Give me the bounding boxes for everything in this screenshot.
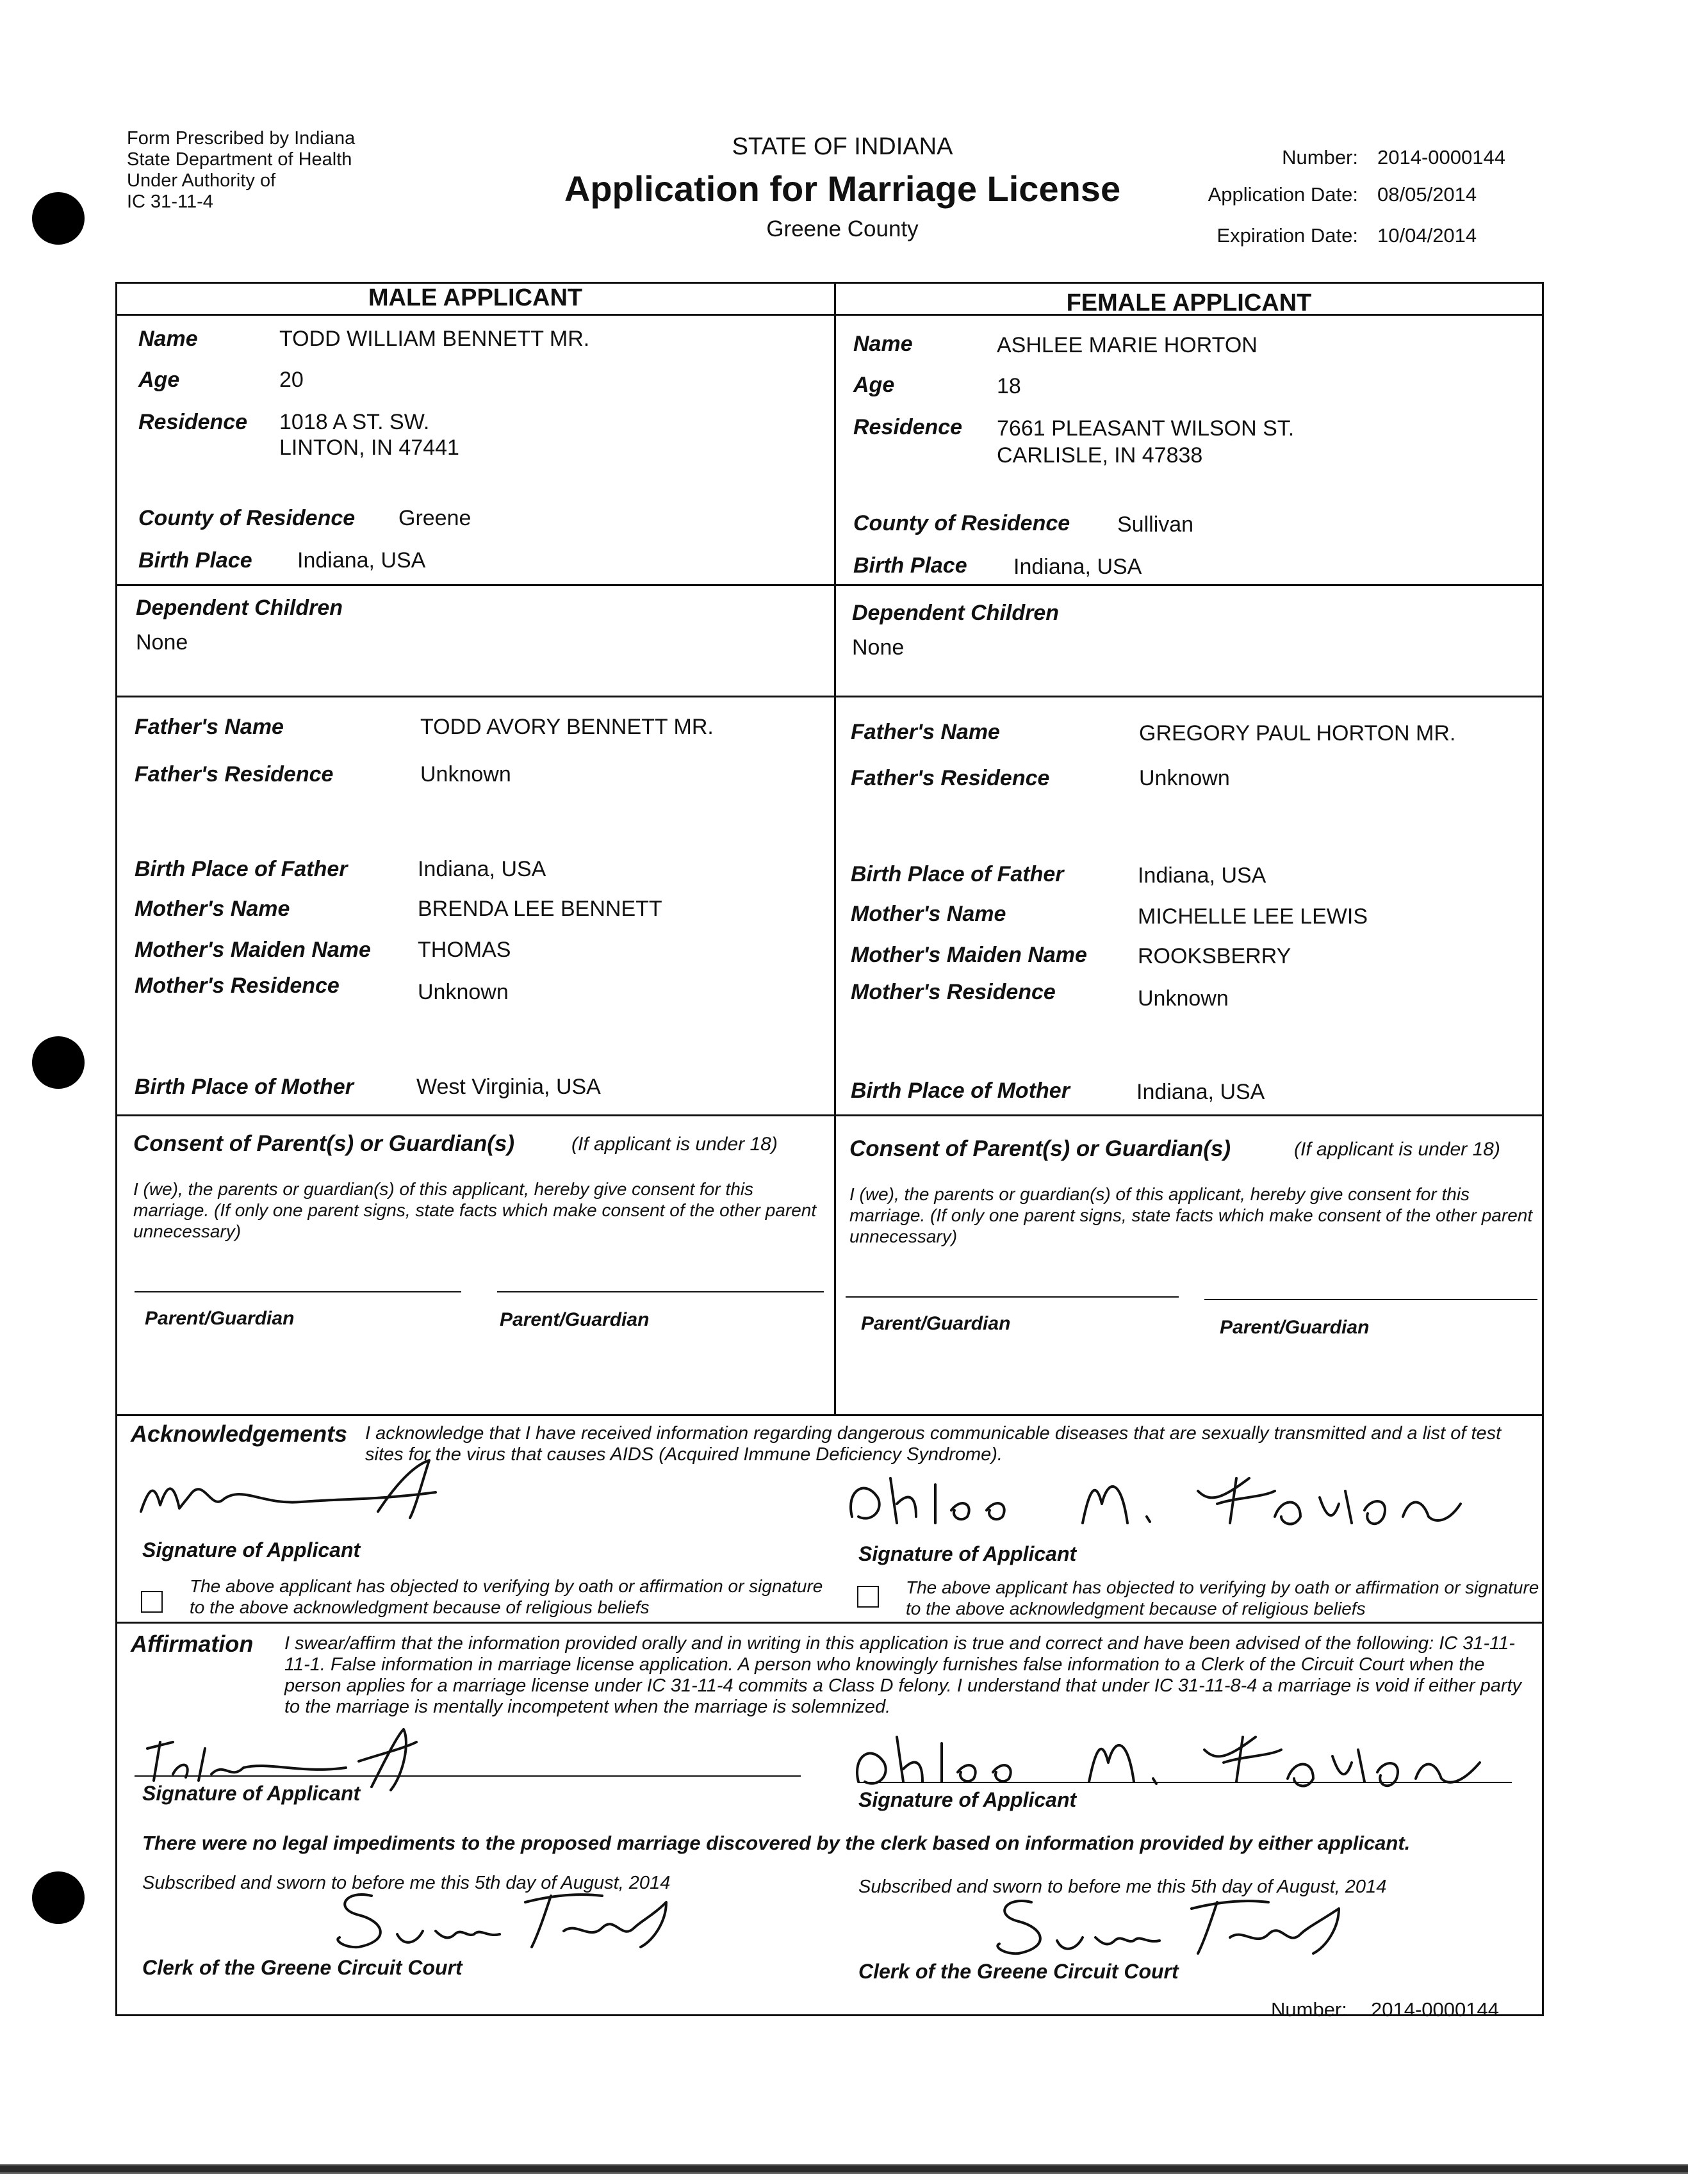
female-consent-title: Consent of Parent(s) or Guardian(s) [849, 1136, 1231, 1161]
male-mothers-name: BRENDA LEE BENNETT [418, 897, 662, 921]
female-residence-line2: CARLISLE, IN 47838 [997, 443, 1203, 468]
male-affirmation-line [135, 1775, 801, 1777]
male-consent-title: Consent of Parent(s) or Guardian(s) [133, 1131, 515, 1156]
male-mother-birthplace: West Virginia, USA [416, 1075, 601, 1099]
center-divider [834, 283, 836, 1415]
application-date-value: 08/05/2014 [1377, 183, 1477, 206]
male-residence-line2: LINTON, IN 47441 [279, 436, 459, 460]
male-fathers-name: TODD AVORY BENNETT MR. [420, 715, 714, 739]
page-title: Application for Marriage License [564, 168, 1121, 209]
male-signature-of-applicant-1: Signature of Applicant [142, 1538, 361, 1561]
male-consent-note: (If applicant is under 18) [571, 1134, 778, 1155]
application-date-label: Application Date: [1208, 183, 1358, 206]
male-residence-line1: 1018 A ST. SW. [279, 410, 430, 434]
female-objection-text: The above applicant has objected to verifying by oath or affirmation or signature to the above acknowledgment because of religious beliefs [906, 1577, 1539, 1618]
female-parent-line-2 [1204, 1299, 1537, 1300]
male-mothers-name-label: Mother's Name [135, 897, 290, 921]
female-fathers-residence: Unknown [1139, 766, 1230, 790]
acknowledgements-text: I acknowledge that I have received information regarding dangerous communicable diseases that are sexually transmitted and a list of test sites for the virus that causes AIDS (Acquired Immune Deficiency Syndrome). [365, 1423, 1502, 1465]
female-mothers-name: MICHELLE LEE LEWIS [1138, 904, 1368, 929]
female-birth-place: Indiana, USA [1013, 555, 1142, 579]
male-father-birthplace-label: Birth Place of Father [135, 857, 348, 881]
rule-after-acknowledgements [117, 1622, 1543, 1624]
expiration-date-value: 10/04/2014 [1377, 224, 1477, 247]
male-parent-guardian-1: Parent/Guardian [145, 1308, 295, 1329]
female-dependent-children: None [852, 635, 905, 660]
female-mothers-residence-label: Mother's Residence [851, 980, 1056, 1004]
female-residence-line1: 7661 PLEASANT WILSON ST. [997, 416, 1295, 441]
male-clerk-label: Clerk of the Greene Circuit Court [142, 1956, 463, 1979]
acknowledgements-title: Acknowledgements [131, 1421, 348, 1447]
footer-number-label: Number: [1271, 1998, 1347, 2021]
number-label: Number: [1282, 146, 1358, 168]
male-mothers-residence: Unknown [418, 980, 509, 1004]
affirmation-text: I swear/affirm that the information provided orally and in writing in this application is true and correct and have been advised of the following: IC 31-11-11-1. False information in marriage license application. A person who knowingly furnishes false information to a Clerk of the Circuit Court when the person applies for a marriage license under IC 31-11-4 commits a Class D felony. I understand that under IC 31-11-8-4 a marriage is void if either party to the marriage is mentally incompetent when the marriage is solemnized. [284, 1633, 1522, 1717]
footer-number-value: 2014-0000144 [1371, 1998, 1499, 2021]
rule-after-parents [117, 1114, 1543, 1116]
male-mothers-maiden-label: Mother's Maiden Name [135, 938, 371, 962]
female-name-label: Name [853, 332, 913, 356]
male-parent-guardian-2: Parent/Guardian [500, 1309, 650, 1330]
male-parent-line-2 [497, 1291, 824, 1292]
male-dependent-children: None [136, 630, 188, 655]
female-age: 18 [997, 374, 1021, 398]
female-applicant-heading: FEMALE APPLICANT [1066, 289, 1312, 316]
rule-after-consent [117, 1414, 1543, 1416]
female-father-birthplace-label: Birth Place of Father [851, 862, 1064, 886]
female-fathers-name: GREGORY PAUL HORTON MR. [1139, 721, 1456, 746]
state-name: STATE OF INDIANA [732, 133, 953, 160]
male-age-label: Age [138, 368, 180, 392]
rule-after-birthplace [117, 584, 1543, 586]
male-objection-text: The above applicant has objected to verifying by oath or affirmation or signature to the above acknowledgment because of religious beliefs [190, 1576, 823, 1617]
female-mothers-maiden: ROOKSBERRY [1138, 944, 1291, 968]
female-fathers-residence-label: Father's Residence [851, 766, 1050, 790]
female-objection-checkbox[interactable] [857, 1586, 879, 1608]
male-age: 20 [279, 368, 304, 392]
impediments-statement: There were no legal impediments to the proposed marriage discovered by the clerk based on information provided by either applicant. [142, 1832, 1411, 1854]
female-dependent-children-label: Dependent Children [852, 601, 1060, 625]
male-birth-place: Indiana, USA [297, 548, 426, 573]
female-mother-birthplace-label: Birth Place of Mother [851, 1079, 1070, 1103]
female-clerk-signature [980, 1883, 1377, 1966]
male-residence-label: Residence [138, 410, 248, 434]
female-signature-of-applicant-1: Signature of Applicant [858, 1542, 1077, 1565]
male-fathers-residence: Unknown [420, 762, 511, 786]
female-birth-place-label: Birth Place [853, 553, 967, 578]
male-father-birthplace: Indiana, USA [418, 857, 546, 881]
female-consent-note: (If applicant is under 18) [1294, 1139, 1500, 1160]
male-fathers-name-label: Father's Name [135, 715, 284, 739]
male-name-label: Name [138, 327, 198, 351]
male-county-label: County of Residence [138, 506, 356, 530]
female-sworn-statement: Subscribed and sworn to before me this 5th day of August, 2014 [858, 1877, 1387, 1897]
male-acknowledgement-signature [135, 1454, 468, 1524]
female-mothers-residence: Unknown [1138, 986, 1229, 1011]
male-sworn-statement: Subscribed and sworn to before me this 5th day of August, 2014 [142, 1873, 671, 1893]
male-mother-birthplace-label: Birth Place of Mother [135, 1075, 354, 1099]
male-dependent-children-label: Dependent Children [136, 596, 343, 620]
affirmation-title: Affirmation [131, 1631, 254, 1657]
male-applicant-heading: MALE APPLICANT [368, 284, 583, 311]
female-clerk-label: Clerk of the Greene Circuit Court [858, 1960, 1179, 1983]
punch-hole-bottom [32, 1871, 85, 1924]
female-affirmation-signature [846, 1718, 1525, 1795]
male-signature-of-applicant-2: Signature of Applicant [142, 1782, 361, 1805]
male-county: Greene [398, 506, 471, 530]
female-fathers-name-label: Father's Name [851, 720, 1000, 744]
male-objection-checkbox[interactable] [141, 1591, 163, 1613]
female-consent-text: I (we), the parents or guardian(s) of this applicant, hereby give consent for this marriage. (If only one parent signs, state facts which make consent of the other parent unnecessary) [849, 1184, 1533, 1246]
female-parent-guardian-1: Parent/Guardian [861, 1313, 1011, 1334]
male-clerk-signature [320, 1877, 679, 1960]
female-signature-of-applicant-2: Signature of Applicant [858, 1788, 1077, 1811]
female-mothers-maiden-label: Mother's Maiden Name [851, 943, 1087, 967]
female-county: Sullivan [1117, 512, 1194, 537]
male-consent-text: I (we), the parents or guardian(s) of this applicant, hereby give consent for this marriage. (If only one parent signs, state facts which make consent of the other parent unnecessary) [133, 1179, 817, 1241]
number-value: 2014-0000144 [1377, 146, 1505, 168]
scan-edge-artifact [0, 2162, 1688, 2176]
expiration-date-label: Expiration Date: [1217, 224, 1358, 247]
male-mothers-maiden: THOMAS [418, 938, 511, 962]
male-fathers-residence-label: Father's Residence [135, 762, 334, 786]
female-county-label: County of Residence [853, 511, 1070, 535]
punch-hole-middle [32, 1036, 85, 1089]
female-mothers-name-label: Mother's Name [851, 902, 1006, 926]
punch-hole-top [32, 192, 85, 245]
prescribed-by: Form Prescribed by Indiana State Department of Health Under Authority of IC 31-11-4 [127, 128, 356, 212]
female-affirmation-line [858, 1782, 1512, 1783]
county-name: Greene County [766, 216, 919, 241]
female-age-label: Age [853, 373, 895, 397]
female-parent-guardian-2: Parent/Guardian [1220, 1317, 1370, 1338]
male-parent-line-1 [135, 1291, 461, 1292]
female-residence-label: Residence [853, 415, 963, 439]
female-acknowledgement-signature [839, 1453, 1525, 1536]
male-name: TODD WILLIAM BENNETT MR. [279, 327, 590, 351]
male-birth-place-label: Birth Place [138, 548, 252, 573]
rule-after-dependents [117, 696, 1543, 697]
female-father-birthplace: Indiana, USA [1138, 863, 1266, 888]
female-parent-line-1 [846, 1296, 1179, 1298]
female-mother-birthplace: Indiana, USA [1136, 1080, 1265, 1104]
male-mothers-residence-label: Mother's Residence [135, 974, 340, 998]
female-name: ASHLEE MARIE HORTON [997, 333, 1258, 357]
